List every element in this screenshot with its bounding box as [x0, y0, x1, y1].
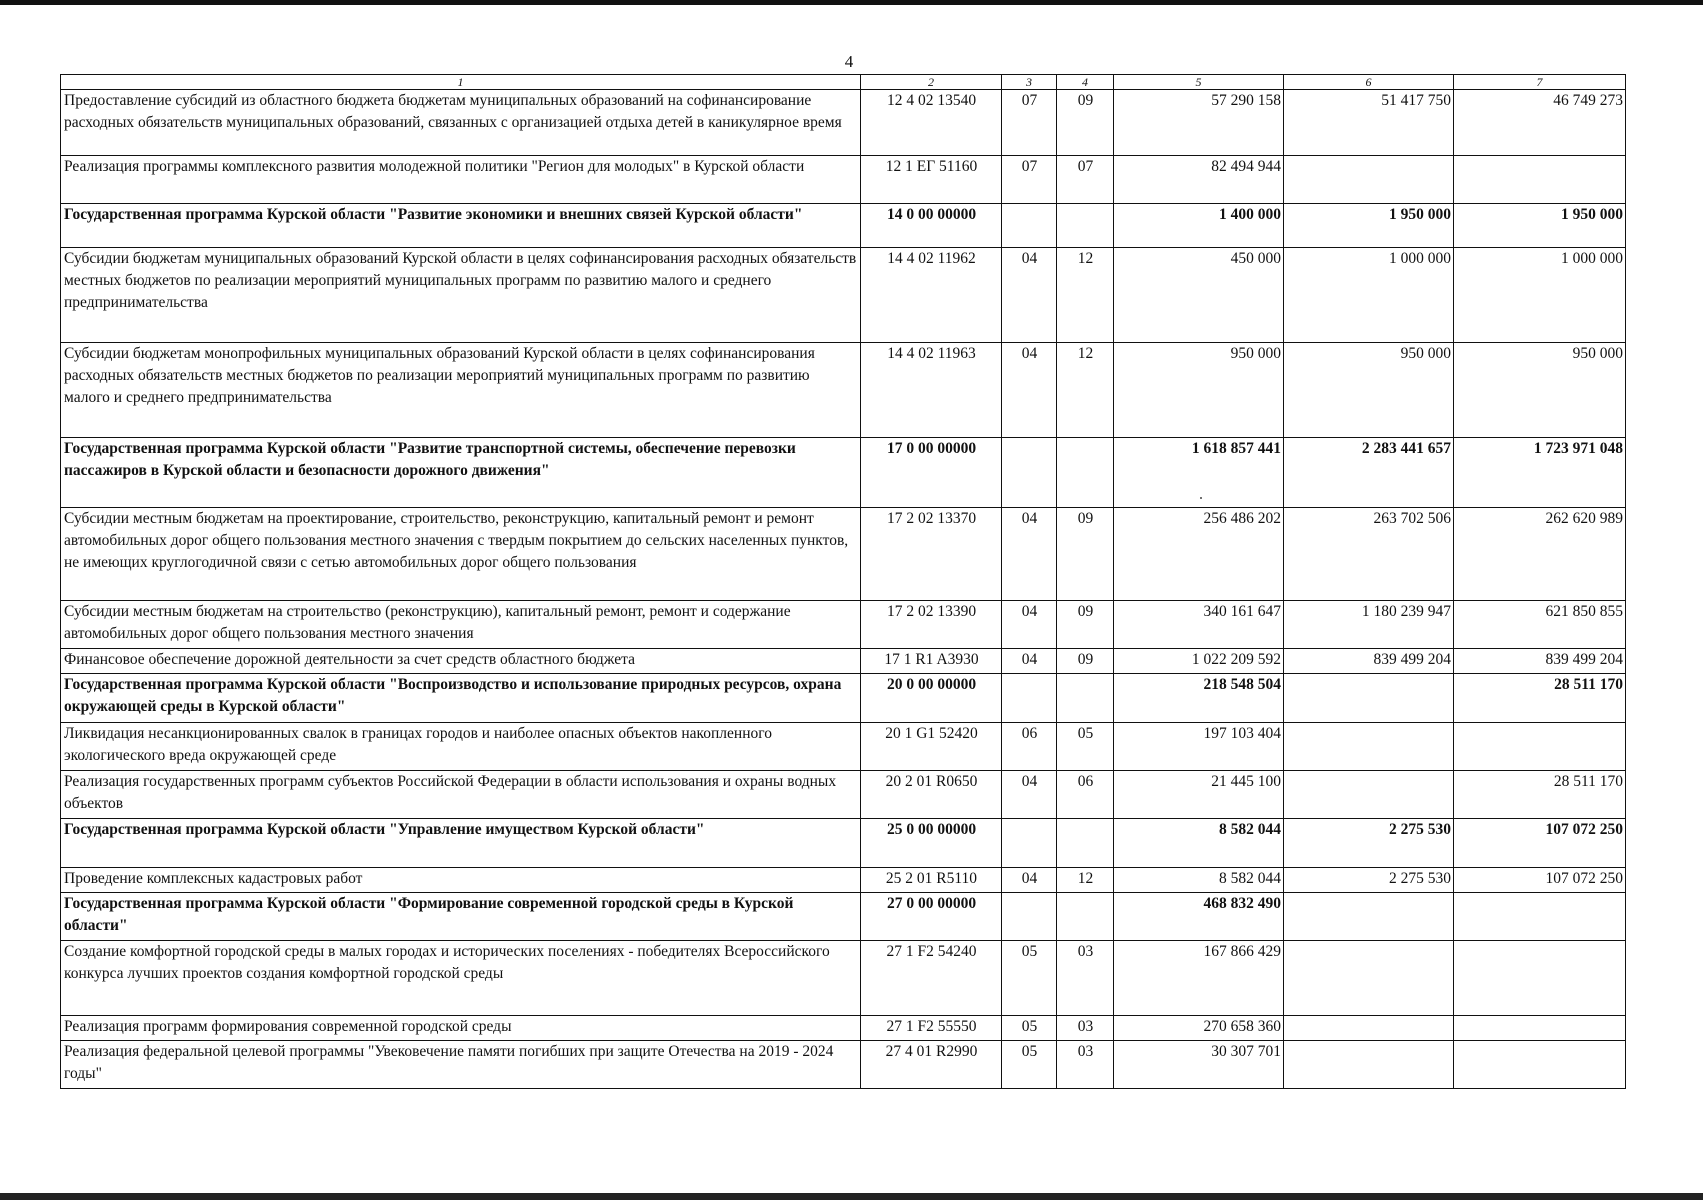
column-number: 1 [61, 75, 861, 90]
amount-col7: 621 850 855 [1454, 601, 1626, 649]
amount-col5: 8 582 044 [1114, 868, 1284, 893]
table-row [61, 1016, 1626, 1041]
table-row [61, 868, 1626, 893]
table-row [61, 90, 1626, 156]
amount-col5: 21 445 100 [1114, 771, 1284, 819]
amount-col7 [1454, 1041, 1626, 1089]
amount-col7 [1454, 941, 1626, 1016]
table-row [61, 343, 1626, 438]
section-code: 06 [1002, 723, 1057, 771]
section-code [1002, 438, 1057, 508]
amount-col7: 46 749 273 [1454, 90, 1626, 156]
subsection-code [1057, 674, 1114, 723]
section-code: 04 [1002, 868, 1057, 893]
section-code: 07 [1002, 156, 1057, 204]
amount-col7: 950 000 [1454, 343, 1626, 438]
amount-col6: 2 275 530 [1284, 868, 1454, 893]
subsection-code: 12 [1057, 343, 1114, 438]
program-code: 17 1 R1 A3930 [861, 649, 1002, 674]
section-code: 07 [1002, 90, 1057, 156]
row-description: Государственная программа Курской области "Развитие транспортной системы, обеспечение перевозки пассажиров в Курской области и безопасности дорожного движения" [61, 438, 861, 508]
program-code: 14 0 00 00000 [861, 204, 1002, 248]
row-description: Субсидии бюджетам монопрофильных муниципальных образований Курской области в целях софинансирования расходных обязательств местных бюджетов по реализации мероприятий муниципальных программ по развитию малого и среднего предпринимательства [61, 343, 861, 438]
amount-col7: 1 950 000 [1454, 204, 1626, 248]
row-description: Реализация федеральной целевой программы "Увековечение памяти погибших при защите Отечества на 2019 - 2024 годы" [61, 1041, 861, 1089]
amount-col5: 1 400 000 [1114, 204, 1284, 248]
table-row [61, 771, 1626, 819]
amount-col6: 950 000 [1284, 343, 1454, 438]
row-description: Реализация программ формирования современной городской среды [61, 1016, 861, 1041]
table-row [61, 723, 1626, 771]
amount-col7 [1454, 723, 1626, 771]
program-code: 14 4 02 11963 [861, 343, 1002, 438]
subsection-code: 03 [1057, 941, 1114, 1016]
section-code [1002, 893, 1057, 941]
section-code: 05 [1002, 941, 1057, 1016]
program-code: 14 4 02 11962 [861, 248, 1002, 343]
amount-col7: 28 511 170 [1454, 771, 1626, 819]
amount-col5: 82 494 944 [1114, 156, 1284, 204]
amount-col5: 8 582 044 [1114, 819, 1284, 868]
program-code: 17 2 02 13370 [861, 508, 1002, 601]
amount-col5: 950 000 [1114, 343, 1284, 438]
table-row [61, 156, 1626, 204]
amount-col7: 839 499 204 [1454, 649, 1626, 674]
program-code: 27 4 01 R2990 [861, 1041, 1002, 1089]
amount-col6: 263 702 506 [1284, 508, 1454, 601]
amount-col6 [1284, 771, 1454, 819]
subsection-code: 07 [1057, 156, 1114, 204]
column-number: 3 [1002, 75, 1057, 90]
subsection-code: 09 [1057, 601, 1114, 649]
row-description: Государственная программа Курской области "Управление имуществом Курской области" [61, 819, 861, 868]
section-code: 04 [1002, 508, 1057, 601]
subsection-code: 12 [1057, 248, 1114, 343]
program-total-row [61, 204, 1626, 248]
section-code [1002, 819, 1057, 868]
amount-col7: 1 000 000 [1454, 248, 1626, 343]
amount-col6 [1284, 723, 1454, 771]
subsection-code [1057, 204, 1114, 248]
program-code: 17 2 02 13390 [861, 601, 1002, 649]
amount-col6: 2 275 530 [1284, 819, 1454, 868]
table-row [61, 248, 1626, 343]
amount-col6: 1 180 239 947 [1284, 601, 1454, 649]
column-number: 5 [1114, 75, 1284, 90]
column-number: 7 [1454, 75, 1626, 90]
subsection-code [1057, 819, 1114, 868]
amount-col7 [1454, 156, 1626, 204]
section-code: 04 [1002, 771, 1057, 819]
amount-col5: 167 866 429 [1114, 941, 1284, 1016]
amount-col6 [1284, 156, 1454, 204]
section-code: 05 [1002, 1016, 1057, 1041]
amount-col7: 28 511 170 [1454, 674, 1626, 723]
program-code: 27 0 00 00000 [861, 893, 1002, 941]
subsection-code: 12 [1057, 868, 1114, 893]
scan-edge-bottom [0, 1193, 1703, 1200]
amount-col6 [1284, 1041, 1454, 1089]
amount-col5: 256 486 202 [1114, 508, 1284, 601]
amount-col5: 197 103 404 [1114, 723, 1284, 771]
amount-col6: 1 000 000 [1284, 248, 1454, 343]
amount-col6: 2 283 441 657 [1284, 438, 1454, 508]
subsection-code [1057, 438, 1114, 508]
subsection-code: 03 [1057, 1016, 1114, 1041]
table-row [61, 508, 1626, 601]
amount-col5: 57 290 158 [1114, 90, 1284, 156]
program-code: 20 1 G1 52420 [861, 723, 1002, 771]
amount-col6 [1284, 1016, 1454, 1041]
row-description: Предоставление субсидий из областного бюджета бюджетам муниципальных образований на софинансирование расходных обязательств муниципальных образований, связанных с организацией отдыха детей в каникулярное время [61, 90, 861, 156]
column-number: 4 [1057, 75, 1114, 90]
row-description: Государственная программа Курской области "Формирование современной городской среды в Курской области" [61, 893, 861, 941]
subsection-code: 03 [1057, 1041, 1114, 1089]
section-code: 04 [1002, 248, 1057, 343]
row-description: Субсидии местным бюджетам на проектирование, строительство, реконструкцию, капитальный ремонт и ремонт автомобильных дорог общего пользования местного значения с твердым покрытием до сельских населенных пунктов, не имеющих круглогодичной связи с сетью автомобильных дорог общего пользования [61, 508, 861, 601]
program-total-row [61, 893, 1626, 941]
amount-col7: 107 072 250 [1454, 819, 1626, 868]
subsection-code: 09 [1057, 649, 1114, 674]
section-code: 04 [1002, 343, 1057, 438]
program-total-row [61, 438, 1626, 508]
row-description: Проведение комплексных кадастровых работ [61, 868, 861, 893]
program-code: 25 2 01 R5110 [861, 868, 1002, 893]
row-description: Финансовое обеспечение дорожной деятельности за счет средств областного бюджета [61, 649, 861, 674]
program-code: 20 2 01 R0650 [861, 771, 1002, 819]
row-description: Субсидии бюджетам муниципальных образований Курской области в целях софинансирования расходных обязательств местных бюджетов по реализации мероприятий муниципальных программ по развитию малого и среднего предпринимательства [61, 248, 861, 343]
subsection-code [1057, 893, 1114, 941]
table-row [61, 941, 1626, 1016]
row-description: Субсидии местным бюджетам на строительство (реконструкцию), капитальный ремонт, ремонт и содержание автомобильных дорог общего пользования местного значения [61, 601, 861, 649]
row-description: Ликвидация несанкционированных свалок в границах городов и наиболее опасных объектов накопленного экологического вреда окружающей среде [61, 723, 861, 771]
program-total-row [61, 819, 1626, 868]
amount-col7 [1454, 1016, 1626, 1041]
subsection-code: 06 [1057, 771, 1114, 819]
row-description: Государственная программа Курской области "Воспроизводство и использование природных ресурсов, охрана окружающей среды в Курской области" [61, 674, 861, 723]
amount-col6 [1284, 893, 1454, 941]
amount-col5: 468 832 490 [1114, 893, 1284, 941]
page-number: 4 [844, 52, 854, 71]
program-code: 27 1 F2 54240 [861, 941, 1002, 1016]
table-row [61, 1041, 1626, 1089]
program-code: 20 0 00 00000 [861, 674, 1002, 723]
budget-table [60, 74, 1626, 1089]
amount-col7: 1 723 971 048 [1454, 438, 1626, 508]
amount-col6 [1284, 674, 1454, 723]
section-code: 05 [1002, 1041, 1057, 1089]
section-code [1002, 674, 1057, 723]
subsection-code: 09 [1057, 508, 1114, 601]
section-code [1002, 204, 1057, 248]
amount-col5: 1 618 857 441 [1114, 438, 1284, 508]
section-code: 04 [1002, 649, 1057, 674]
amount-col5: 450 000 [1114, 248, 1284, 343]
table-row [61, 649, 1626, 674]
column-number-row [61, 75, 1626, 90]
row-description: Создание комфортной городской среды в малых городах и исторических поселениях - победителях Всероссийского конкурса лучших проектов создания комфортной городской среды [61, 941, 861, 1016]
column-number: 6 [1284, 75, 1454, 90]
row-description: Государственная программа Курской области "Развитие экономики и внешних связей Курской области" [61, 204, 861, 248]
amount-col5: 30 307 701 [1114, 1041, 1284, 1089]
row-description: Реализация программы комплексного развития молодежной политики "Регион для молодых" в Курской области [61, 156, 861, 204]
amount-col6: 1 950 000 [1284, 204, 1454, 248]
subsection-code: 09 [1057, 90, 1114, 156]
amount-col7 [1454, 893, 1626, 941]
column-number: 2 [861, 75, 1002, 90]
program-code: 17 0 00 00000 [861, 438, 1002, 508]
amount-col6: 51 417 750 [1284, 90, 1454, 156]
amount-col7: 107 072 250 [1454, 868, 1626, 893]
amount-col7: 262 620 989 [1454, 508, 1626, 601]
amount-col6 [1284, 941, 1454, 1016]
amount-col5: 218 548 504 [1114, 674, 1284, 723]
amount-col5: 1 022 209 592 [1114, 649, 1284, 674]
scan-speck [1200, 497, 1202, 499]
amount-col5: 270 658 360 [1114, 1016, 1284, 1041]
amount-col6: 839 499 204 [1284, 649, 1454, 674]
program-code: 12 1 ЕГ 51160 [861, 156, 1002, 204]
scan-edge-top [0, 0, 1703, 5]
section-code: 04 [1002, 601, 1057, 649]
program-code: 12 4 02 13540 [861, 90, 1002, 156]
amount-col5: 340 161 647 [1114, 601, 1284, 649]
program-code: 25 0 00 00000 [861, 819, 1002, 868]
row-description: Реализация государственных программ субъектов Российской Федерации в области использования и охраны водных объектов [61, 771, 861, 819]
program-total-row [61, 674, 1626, 723]
subsection-code: 05 [1057, 723, 1114, 771]
program-code: 27 1 F2 55550 [861, 1016, 1002, 1041]
table-row [61, 601, 1626, 649]
